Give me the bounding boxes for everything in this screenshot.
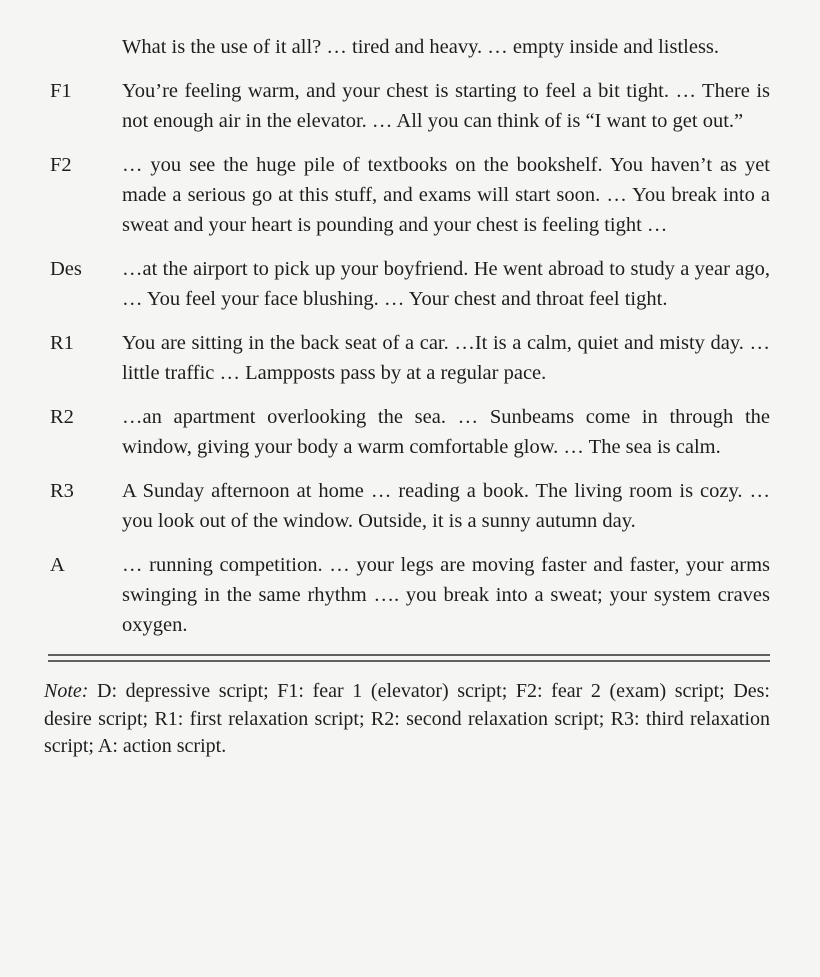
script-text: What is the use of it all? … tired and heavy. … empty inside and listless.: [122, 36, 720, 58]
script-label: F1: [50, 80, 72, 102]
script-label: R1: [50, 332, 74, 354]
script-label: R3: [50, 480, 74, 502]
script-row-desire: [50, 254, 770, 314]
table-bottom-double-rule: [48, 654, 770, 662]
script-row-depressive: [50, 32, 770, 62]
script-label: [50, 32, 122, 62]
note-label: Note:: [44, 680, 89, 702]
script-row-relaxation2: [50, 402, 770, 462]
script-row-fear2: [50, 150, 770, 240]
script-label: F2: [50, 154, 72, 176]
script-text: You’re feeling warm, and your chest is starting to feel a bit tight. … There is not enough air in the elevator. … All you can think of is “I want to get out.”: [122, 80, 770, 132]
script-label: R2: [50, 406, 74, 428]
script-text: A Sunday afternoon at home … reading a book. The living room is cozy. … you look out of the window. Outside, it is a sunny autumn day.: [122, 480, 770, 532]
script-text: …at the airport to pick up your boyfriend. He went abroad to study a year ago, … You feel your face blushing. … Your chest and throat feel tight.: [122, 258, 770, 310]
script-row-fear1: [50, 76, 770, 136]
script-text: … running competition. … your legs are moving faster and faster, your arms swinging in the same rhythm …. you break into a sweat; your system craves oxygen.: [122, 554, 770, 636]
script-text: … you see the huge pile of textbooks on the bookshelf. You haven’t as yet made a serious go at this stuff, and exams will start soon. … You break into a sweat and your heart is pounding and your chest is feeling tight …: [122, 154, 770, 236]
script-row-relaxation1: [50, 328, 770, 388]
script-row-action: [50, 550, 770, 640]
script-row-relaxation3: [50, 476, 770, 536]
script-label: Des: [50, 258, 82, 280]
script-label: A: [50, 554, 65, 576]
script-text: …an apartment overlooking the sea. … Sunbeams come in through the window, giving your body a warm comfortable glow. … The sea is calm.: [122, 406, 770, 458]
note-text: D: depressive script; F1: fear 1 (elevator) script; F2: fear 2 (exam) script; Des: desire script; R1: first relaxation script; R2: second relaxation script; R3: third relaxation script; A: action script.: [44, 680, 770, 757]
table-note: [44, 678, 770, 761]
script-text: You are sitting in the back seat of a car. …It is a calm, quiet and misty day. …little traffic … Lampposts pass by at a regular pace.: [122, 332, 770, 384]
